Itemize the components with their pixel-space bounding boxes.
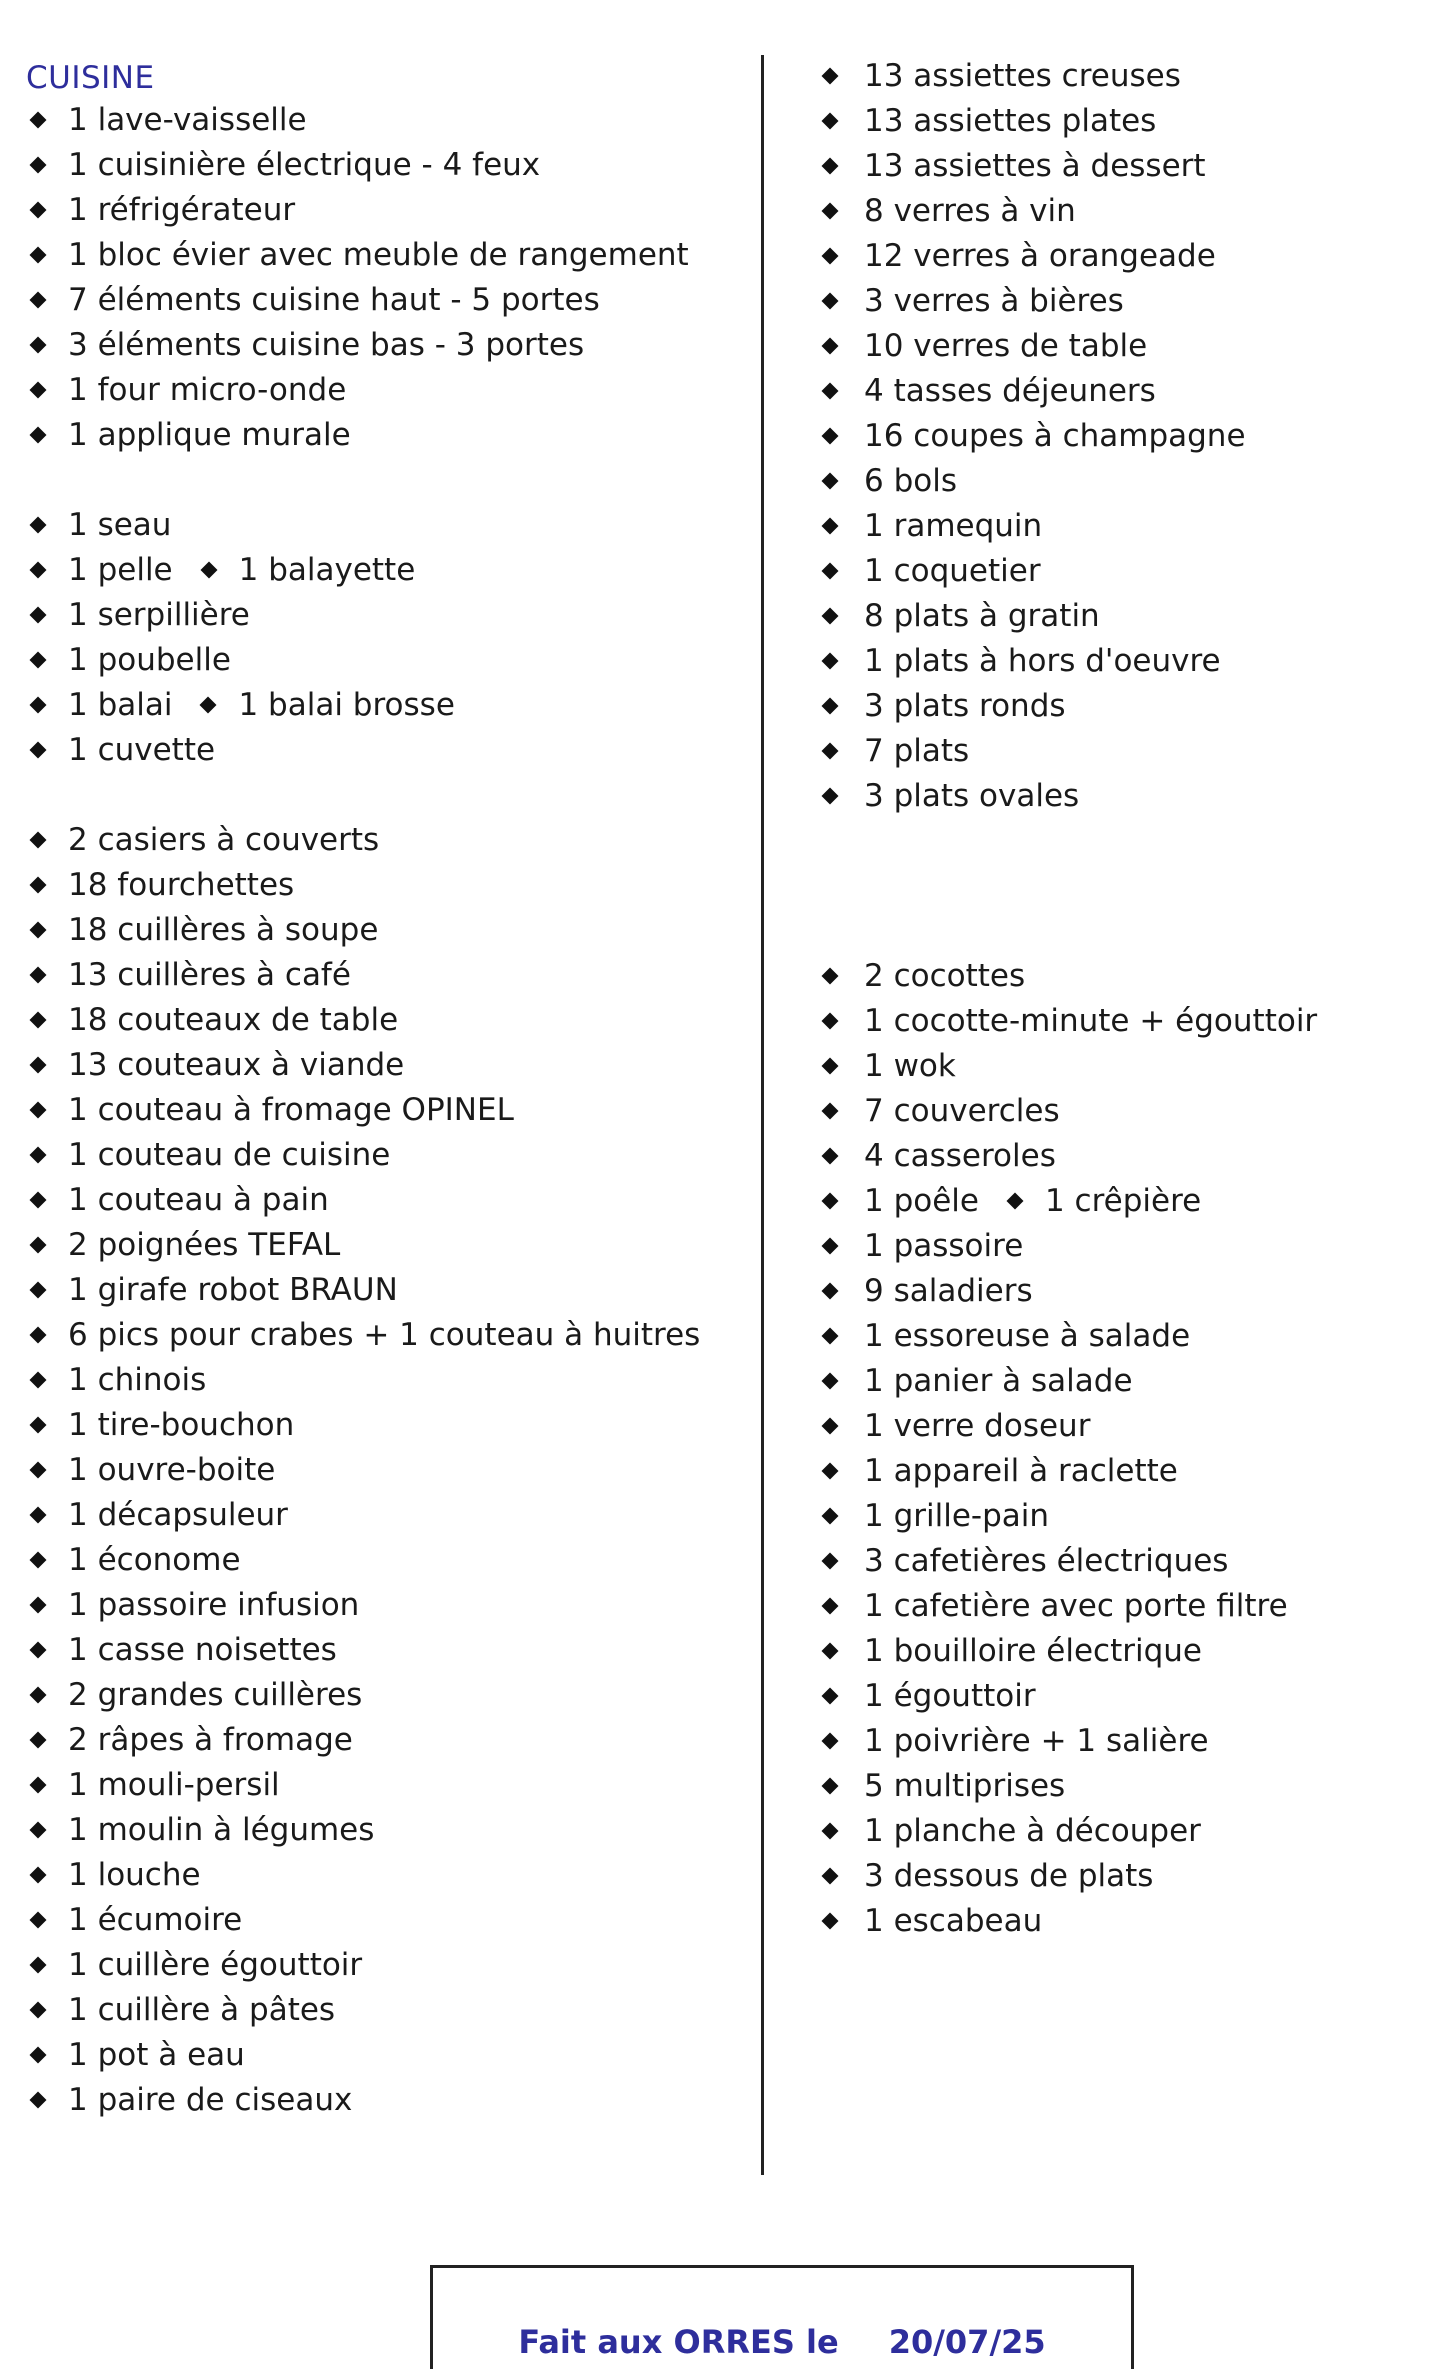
bullet-diamond-icon [822,1462,839,1479]
list-item-text: 1 tire-bouchon [68,1407,295,1443]
list-item-text: 16 coupes à champagne [864,418,1246,454]
bullet-diamond-icon [822,202,839,219]
bullet-diamond-icon [822,1867,839,1884]
list-item [26,865,294,905]
list-item [26,1225,340,1265]
list-item-text: 1 paire de ciseaux [68,2082,353,2118]
bullet-diamond-icon [30,246,47,263]
list-item [26,2035,245,2075]
list-item [26,1090,514,1130]
list-item-text: 1 pelle [68,552,173,588]
list-item [26,1675,362,1715]
list-item-text: 1 girafe robot BRAUN [68,1272,398,1308]
bullet-diamond-icon [30,2046,47,2063]
list-item-text: 1 poivrière + 1 salière [864,1723,1209,1759]
list-item-text: 1 seau [68,507,172,543]
list-item-text: 1 cafetière avec porte filtre [864,1588,1288,1624]
list-item [818,56,1181,96]
list-item [26,1360,206,1400]
list-item [26,955,351,995]
list-item [818,1451,1178,1491]
list-item-extra-text: 1 balayette [238,552,416,588]
list-item-text: 1 cuvette [68,732,216,768]
list-item-text: 1 décapsuleur [68,1497,288,1533]
footer-date: 20/07/25 [888,2323,1046,2361]
list-item-text: 7 plats [864,733,970,769]
list-item [818,1856,1153,1896]
bullet-diamond-icon [822,112,839,129]
list-item [818,281,1124,321]
list-item [26,235,689,275]
bullet-diamond-icon [30,1641,47,1658]
list-item [818,686,1066,726]
list-item [26,595,250,635]
bullet-diamond-icon [822,337,839,354]
list-item [26,1405,294,1445]
list-item [818,596,1100,636]
list-item-text: 1 ouvre-boite [68,1452,276,1488]
list-item-text: 2 poignées TEFAL [68,1227,341,1263]
bullet-diamond-icon [822,157,839,174]
bullet-diamond-icon [30,1236,47,1253]
list-item [818,1181,1201,1221]
bullet-diamond-icon [30,1776,47,1793]
bullet-diamond-icon [30,1596,47,1613]
list-item [818,956,1025,996]
list-item [818,551,1041,591]
list-item-text: 1 grille-pain [864,1498,1050,1534]
bullet-diamond-icon [30,696,47,713]
bullet-diamond-icon [822,652,839,669]
list-item [26,1540,241,1580]
list-item-text: 13 assiettes à dessert [864,148,1206,184]
list-item [818,1541,1228,1581]
list-item [818,1001,1317,1041]
list-item-text: 4 tasses déjeuners [864,373,1156,409]
list-item [26,1585,359,1625]
list-item [818,1271,1033,1311]
list-item-text: 6 bols [864,463,957,499]
bullet-diamond-icon [200,561,217,578]
list-item-text: 2 râpes à fromage [68,1722,353,1758]
list-item-text: 1 wok [864,1048,956,1084]
list-item-text: 13 assiettes plates [864,103,1157,139]
list-item [818,1046,956,1086]
list-item [26,2080,352,2120]
list-item-text: 1 bloc évier avec meuble de rangement [68,237,689,273]
list-item-extra-text: 1 balai brosse [238,687,455,723]
list-item-text: 13 cuillères à café [68,957,351,993]
list-item [818,1766,1065,1806]
bullet-diamond-icon [30,606,47,623]
list-item-text: 1 applique murale [68,417,351,453]
list-item [26,1810,374,1850]
list-item-text: 1 bouilloire électrique [864,1633,1202,1669]
list-item-text: 8 verres à vin [864,193,1076,229]
list-item [26,910,378,950]
list-item [26,685,455,725]
list-item-text: 18 cuillères à soupe [68,912,379,948]
list-item-text: 1 casse noisettes [68,1632,337,1668]
bullet-diamond-icon [30,1146,47,1163]
bullet-diamond-icon [30,111,47,128]
bullet-diamond-icon [822,967,839,984]
list-item [26,325,584,365]
list-item [818,146,1206,186]
bullet-diamond-icon [30,516,47,533]
bullet-diamond-icon [30,1191,47,1208]
list-item [26,1315,700,1355]
bullet-diamond-icon [30,2091,47,2108]
bullet-diamond-icon [822,472,839,489]
bullet-diamond-icon [30,1281,47,1298]
bullet-diamond-icon [822,67,839,84]
list-item-text: 1 passoire [864,1228,1024,1264]
list-item-text: 10 verres de table [864,328,1148,364]
list-item-text: 1 balai [68,687,173,723]
list-item-text: 1 cuisinière électrique - 4 feux [68,147,541,183]
bullet-diamond-icon [822,1597,839,1614]
list-item-text: 18 couteaux de table [68,1002,399,1038]
list-item [26,505,171,545]
footer-box [430,2265,1134,2369]
list-item [26,1720,353,1760]
list-item-text: 1 coquetier [864,553,1041,589]
list-item [818,461,957,501]
list-item-text: 1 égouttoir [864,1678,1036,1714]
bullet-diamond-icon [30,1551,47,1568]
bullet-diamond-icon [30,1326,47,1343]
list-item [26,1045,404,1085]
list-item [818,1496,1049,1536]
list-item [818,506,1042,546]
list-item-text: 3 dessous de plats [864,1858,1154,1894]
list-item [26,1630,337,1670]
list-item-text: 1 moulin à légumes [68,1812,375,1848]
list-item [818,1091,1060,1131]
section-heading: CUISINE [26,60,155,96]
list-item-text: 3 cafetières électriques [864,1543,1229,1579]
list-item-text: 4 casseroles [864,1138,1056,1174]
list-item-text: 8 plats à gratin [864,598,1100,634]
list-item [26,1180,329,1220]
bullet-diamond-icon [822,1147,839,1164]
list-item [818,371,1156,411]
list-item [26,820,379,860]
bullet-diamond-icon [30,1911,47,1928]
list-item-text: 18 fourchettes [68,867,295,903]
list-item-text: 1 écumoire [68,1902,243,1938]
bullet-diamond-icon [822,1372,839,1389]
bullet-diamond-icon [822,1507,839,1524]
bullet-diamond-icon [30,876,47,893]
list-item-text: 3 plats ronds [864,688,1066,724]
list-item-text: 3 éléments cuisine bas - 3 portes [68,327,585,363]
list-item [26,1450,275,1490]
bullet-diamond-icon [822,607,839,624]
list-item-text: 1 serpillière [68,597,250,633]
list-item [26,190,295,230]
list-item [26,730,215,770]
list-item-text: 1 ramequin [864,508,1043,544]
bullet-diamond-icon [822,1732,839,1749]
list-item [818,191,1076,231]
list-item [26,1495,288,1535]
column-divider [761,55,764,2175]
list-item [26,640,231,680]
list-item [26,100,307,140]
bullet-diamond-icon [822,1057,839,1074]
list-item-text: 1 louche [68,1857,201,1893]
list-item-text: 1 escabeau [864,1903,1043,1939]
bullet-diamond-icon [30,1416,47,1433]
list-item-text: 2 cocottes [864,958,1026,994]
bullet-diamond-icon [30,1506,47,1523]
list-item-text: 1 cuillère égouttoir [68,1947,363,1983]
list-item-text: 1 réfrigérateur [68,192,296,228]
bullet-diamond-icon [822,1327,839,1344]
list-item [818,1316,1190,1356]
list-item-text: 1 planche à découper [864,1813,1201,1849]
list-item-text: 1 passoire infusion [68,1587,360,1623]
bullet-diamond-icon [200,696,217,713]
list-item [26,1990,335,2030]
list-item [818,236,1216,276]
list-item [818,776,1079,816]
bullet-diamond-icon [30,561,47,578]
list-item [26,1270,398,1310]
bullet-diamond-icon [822,1912,839,1929]
bullet-diamond-icon [30,1956,47,1973]
list-item-text: 1 essoreuse à salade [864,1318,1191,1354]
bullet-diamond-icon [30,1371,47,1388]
bullet-diamond-icon [822,382,839,399]
list-item-text: 1 cocotte-minute + égouttoir [864,1003,1318,1039]
list-item-text: 1 cuillère à pâtes [68,1992,336,2028]
bullet-diamond-icon [822,517,839,534]
list-item-text: 13 assiettes creuses [864,58,1181,94]
bullet-diamond-icon [30,1011,47,1028]
bullet-diamond-icon [30,741,47,758]
list-item-text: 1 lave-vaisselle [68,102,307,138]
list-item-text: 1 mouli-persil [68,1767,280,1803]
list-item [26,280,600,320]
list-item [26,1135,390,1175]
bullet-diamond-icon [822,1282,839,1299]
list-item-text: 1 four micro-onde [68,372,347,408]
bullet-diamond-icon [30,201,47,218]
list-item-text: 1 verre doseur [864,1408,1091,1444]
list-item [818,1631,1202,1671]
bullet-diamond-icon [822,562,839,579]
bullet-diamond-icon [822,1192,839,1209]
list-item-text: 1 chinois [68,1362,207,1398]
list-item-text: 3 verres à bières [864,283,1124,319]
list-item [818,1811,1201,1851]
bullet-diamond-icon [822,787,839,804]
bullet-diamond-icon [30,1731,47,1748]
list-item [26,415,351,455]
list-item-extra-text: 1 crêpière [1044,1183,1202,1219]
bullet-diamond-icon [30,381,47,398]
list-item-text: 1 couteau à fromage OPINEL [68,1092,514,1128]
bullet-diamond-icon [30,1461,47,1478]
bullet-diamond-icon [822,1237,839,1254]
bullet-diamond-icon [30,921,47,938]
inline-bullet [202,685,214,725]
list-item-text: 1 poêle [864,1183,979,1219]
bullet-diamond-icon [822,247,839,264]
bullet-diamond-icon [30,1686,47,1703]
list-item-text: 1 poubelle [68,642,231,678]
list-item-text: 2 casiers à couverts [68,822,380,858]
bullet-diamond-icon [822,697,839,714]
bullet-diamond-icon [30,156,47,173]
list-item-text: 1 pot à eau [68,2037,245,2073]
bullet-diamond-icon [30,336,47,353]
inline-bullet [203,550,215,590]
bullet-diamond-icon [822,1102,839,1119]
bullet-diamond-icon [1006,1192,1023,1209]
list-item [818,1721,1209,1761]
list-item [818,1901,1042,1941]
list-item-text: 1 panier à salade [864,1363,1133,1399]
list-item-text: 1 plats à hors d'oeuvre [864,643,1221,679]
inline-bullet [1009,1181,1021,1221]
list-item [26,1765,280,1805]
list-item-text: 1 économe [68,1542,241,1578]
list-item [818,1676,1036,1716]
bullet-diamond-icon [822,1417,839,1434]
list-item-text: 6 pics pour crabes + 1 couteau à huitres [68,1317,701,1353]
bullet-diamond-icon [30,1056,47,1073]
list-item-text: 1 appareil à raclette [864,1453,1178,1489]
footer-text [433,2320,1131,2364]
list-item [26,370,346,410]
list-item [818,731,969,771]
list-item [26,1000,398,1040]
footer-label: Fait aux ORRES le [518,2323,839,2361]
list-item [818,1136,1056,1176]
list-item-text: 2 grandes cuillères [68,1677,363,1713]
bullet-diamond-icon [822,1777,839,1794]
bullet-diamond-icon [30,1866,47,1883]
bullet-diamond-icon [822,292,839,309]
list-item [818,1361,1133,1401]
list-item [818,1586,1288,1626]
list-item [26,1900,242,1940]
list-item [818,326,1147,366]
bullet-diamond-icon [822,1642,839,1659]
list-item-text: 5 multiprises [864,1768,1066,1804]
list-item-text: 13 couteaux à viande [68,1047,405,1083]
bullet-diamond-icon [822,1687,839,1704]
list-item-text: 7 éléments cuisine haut - 5 portes [68,282,600,318]
bullet-diamond-icon [30,1821,47,1838]
list-item [818,101,1156,141]
bullet-diamond-icon [30,426,47,443]
list-item-text: 3 plats ovales [864,778,1080,814]
bullet-diamond-icon [822,1012,839,1029]
bullet-diamond-icon [30,966,47,983]
list-item-text: 12 verres à orangeade [864,238,1216,274]
bullet-diamond-icon [30,1101,47,1118]
list-item [818,641,1221,681]
list-item-text: 7 couvercles [864,1093,1060,1129]
list-item [818,1406,1090,1446]
list-item [26,1945,362,1985]
bullet-diamond-icon [30,651,47,668]
bullet-diamond-icon [822,1552,839,1569]
bullet-diamond-icon [30,831,47,848]
bullet-diamond-icon [822,1822,839,1839]
list-item [818,1226,1023,1266]
list-item [818,416,1246,456]
bullet-diamond-icon [30,2001,47,2018]
list-item-text: 1 couteau à pain [68,1182,329,1218]
list-item [26,145,540,185]
list-item [26,550,415,590]
list-item-text: 1 couteau de cuisine [68,1137,391,1173]
list-item [26,1855,201,1895]
bullet-diamond-icon [822,427,839,444]
list-item-text: 9 saladiers [864,1273,1033,1309]
bullet-diamond-icon [30,291,47,308]
bullet-diamond-icon [822,742,839,759]
